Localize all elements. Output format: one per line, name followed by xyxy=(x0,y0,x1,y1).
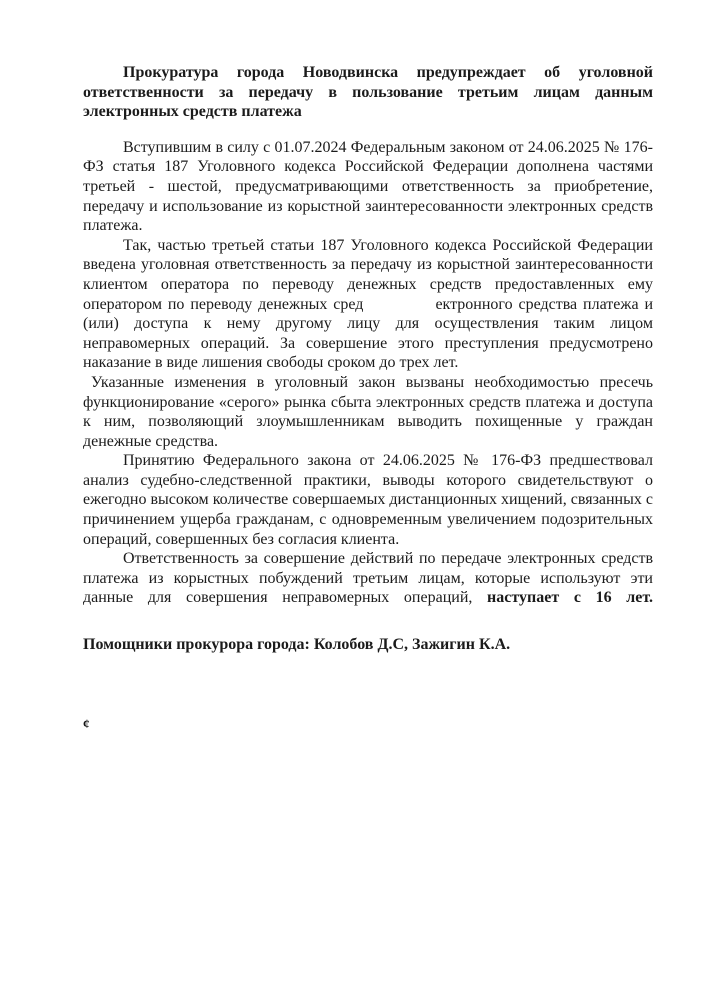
scan-stray-mark: ȼ xyxy=(83,716,90,731)
paragraph-responsibility-age-normal: Ответственность за совершение действий по передаче электронных средств платежа из корыстных побуждений третьим лицам, которые используют эти данные для совершения неправомерных операций, xyxy=(83,550,653,607)
document-content xyxy=(83,63,653,655)
scan-missing-text-gap xyxy=(363,308,435,309)
document-title: Прокуратура города Новодвинска предупреждает об уголовной ответственности за передачу в пользование третьим лицам данным электронных средств платежа xyxy=(83,64,653,121)
paragraph-article-187-after-gap: ектронного средства платежа и (или) доступа к нему другому лицу для осуществления таким лицом неправомерных операций. За совершение этого преступления предусмотрено наказание в виде лишения свободы сроком до трех лет. xyxy=(83,295,654,372)
paragraph-changes-reason: Указанные изменения в уголовный закон вызваны необходимостью пресечь функционирование «серого» рынка сбыта электронных средств платежа и доступа к ним, позволяющий злоумышленникам выводить похищенные у граждан денежные средства. xyxy=(83,373,653,450)
paragraph-law-effective: Вступившим в силу с 01.07.2024 Федеральным законом от 24.06.2025 № 176-ФЗ статья 187 Уголовного кодекса Российской Федерации дополнена частями третьей - шестой, предусматривающими ответственность за приобретение, передачу и использование из корыстной заинтересованности электронных средств платежа. xyxy=(83,138,653,235)
signature-line: Помощники прокурора города: Колобов Д.С, Зажигин К.А. xyxy=(83,636,511,654)
paragraph-law-analysis: Принятию Федерального закона от 24.06.2025 № 176-ФЗ предшествовал анализ судебно-следственной практики, выводы которого свидетельствуют о ежегодно высоком количестве совершаемых дистанционных хищений, связанных с причинением ущерба гражданам, с одновременным увеличением подозрительных операций, совершенных без согласия клиента. xyxy=(83,452,653,548)
paragraph-responsibility-age xyxy=(83,549,653,608)
paragraph-responsibility-age-bold: наступает с 16 лет. xyxy=(487,589,654,607)
paragraph-article-187-before-gap: Так, частью третьей статьи 187 Уголовного кодекса Российской Федерации введена уголовная ответственность за передачу из корыстной заинтересованности клиентом оператора по переводу денежных средств предоставленных ему оператором по переводу денежных сред xyxy=(83,236,653,313)
paragraph-article-187 xyxy=(83,236,653,373)
